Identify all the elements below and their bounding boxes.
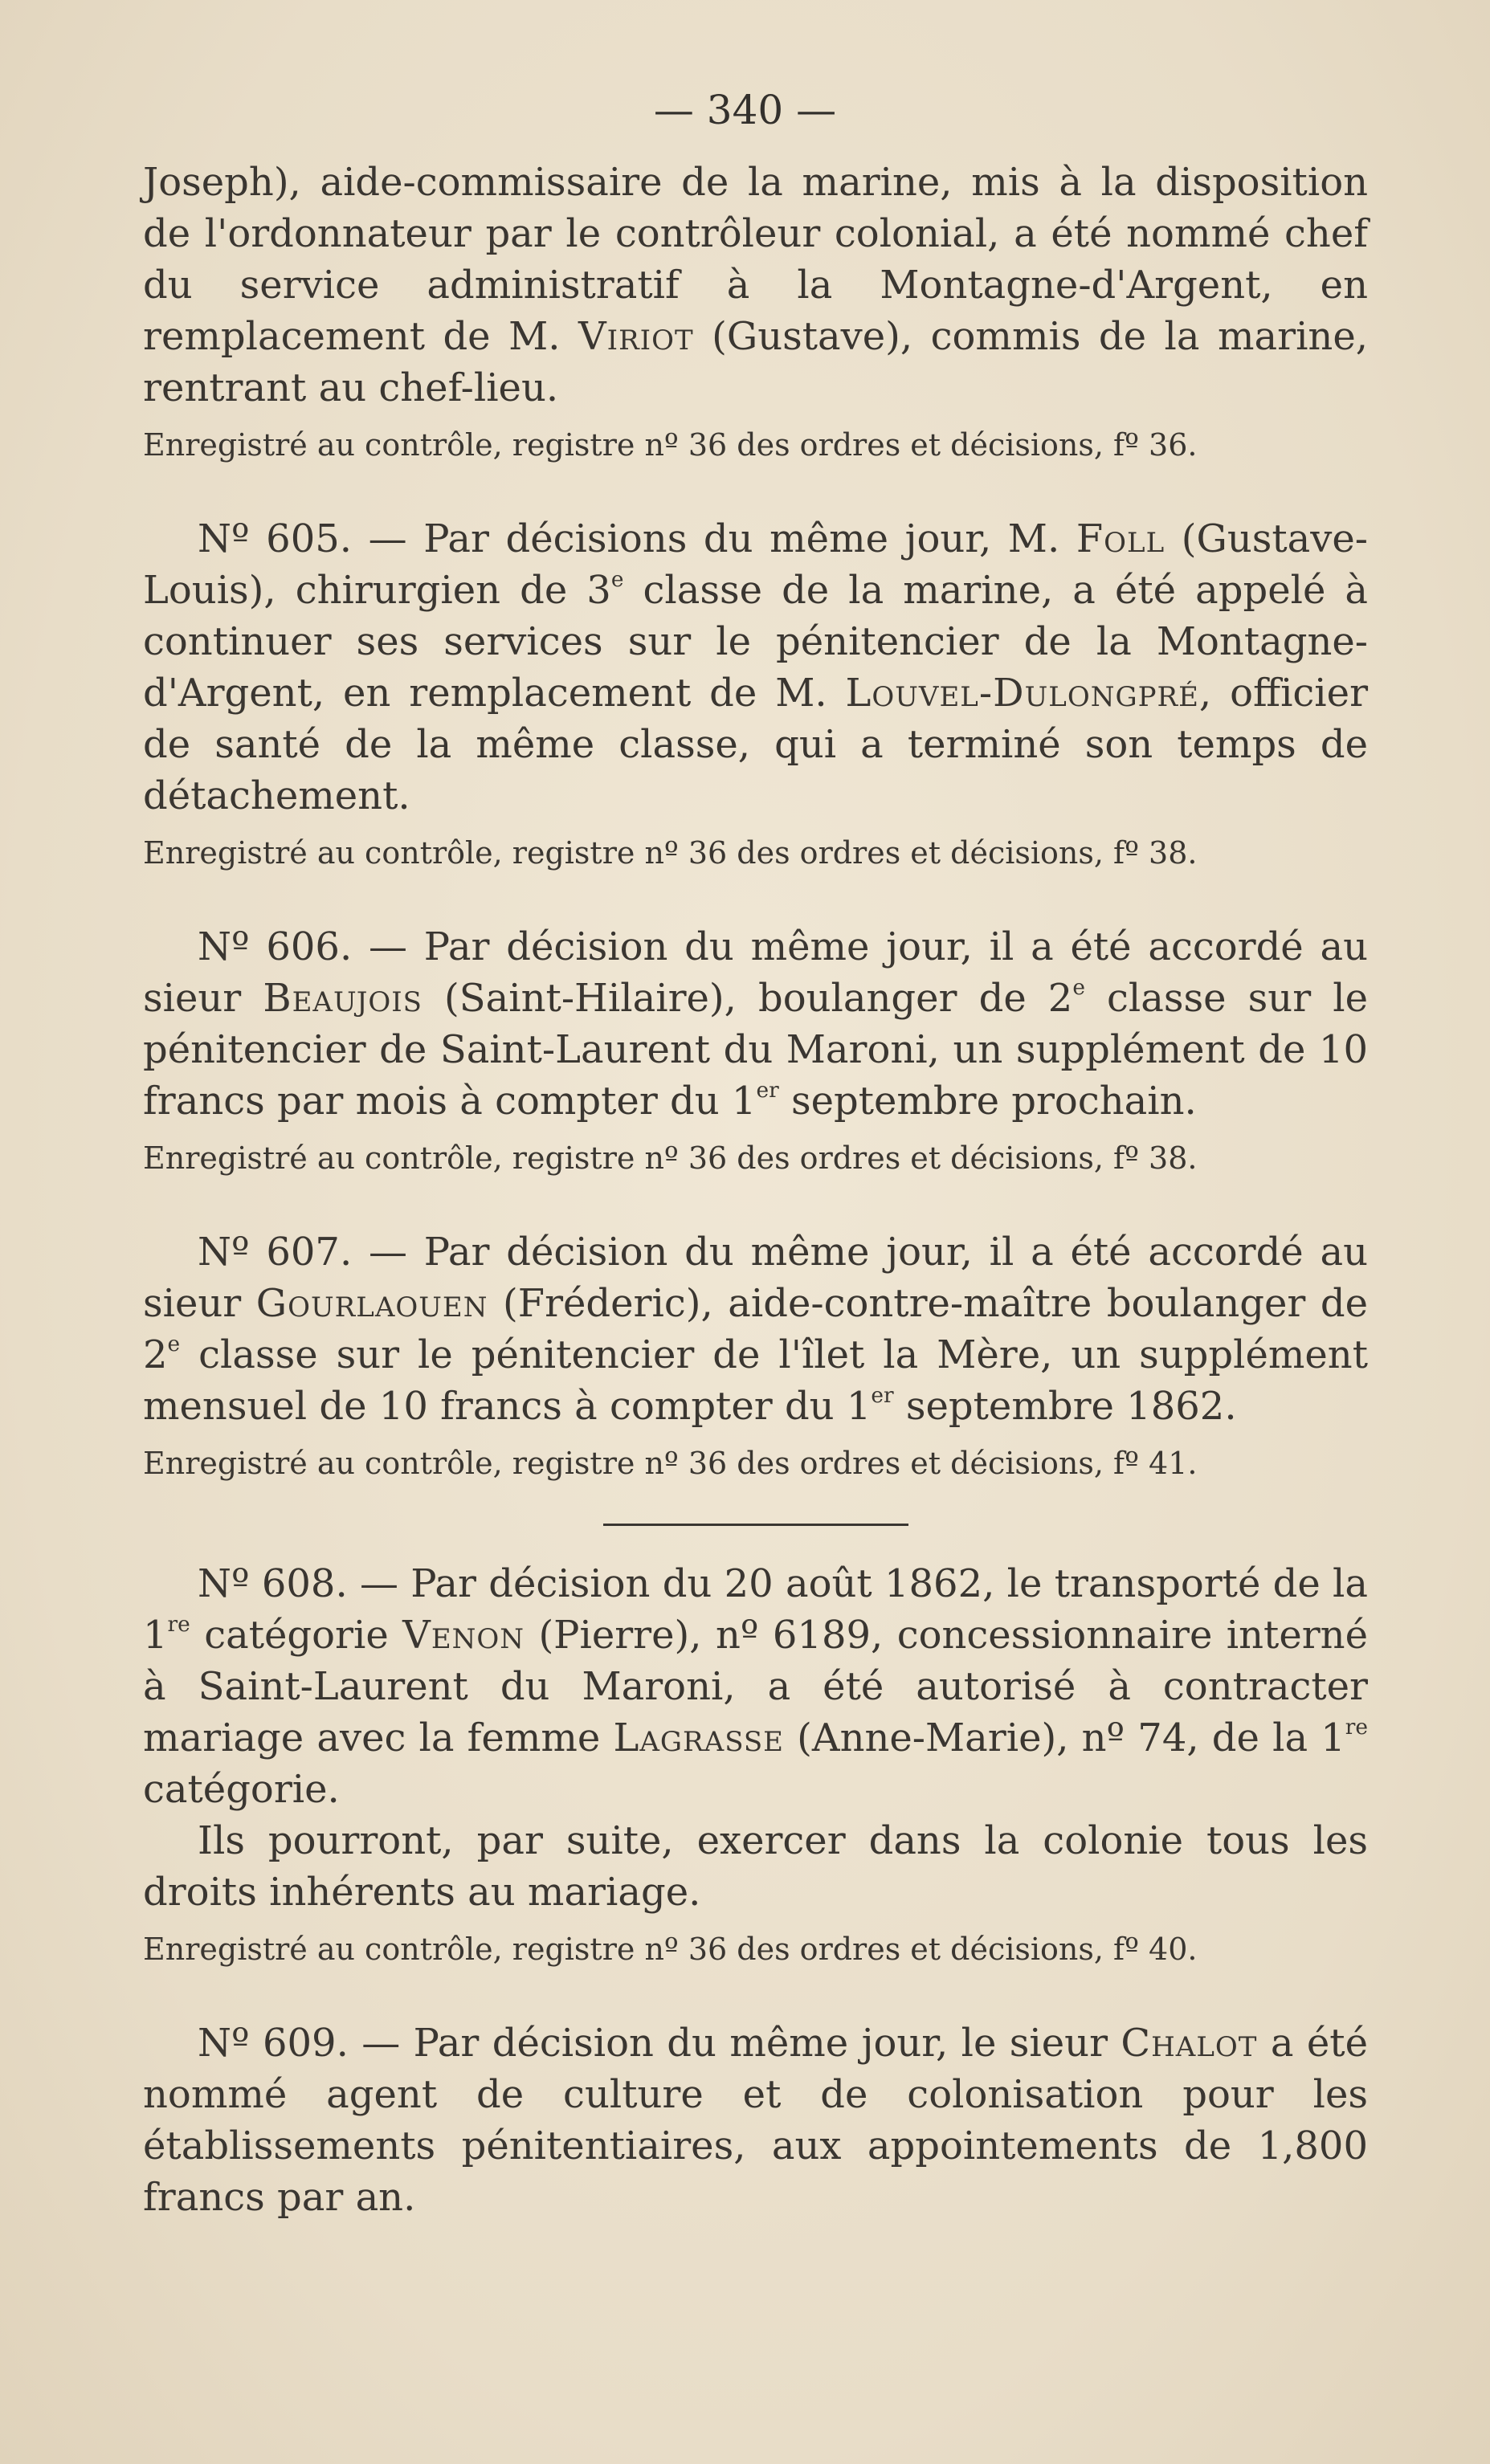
registration-note: Enregistré au contrôle, registre nº 36 des ordres et décisions, fº 38.: [143, 835, 1198, 871]
decision-number: Nº 608.: [198, 1561, 348, 1606]
registration-note: Enregistré au contrôle, registre nº 36 des ordres et décisions, fº 40.: [143, 1932, 1198, 1967]
person-name: Gourlaouen: [255, 1281, 488, 1326]
decision-number: Nº 606.: [198, 924, 353, 969]
person-name: Chalot: [1121, 2021, 1258, 2066]
intro-paragraph: Joseph), aide-commissaire de la marine, mis à la disposition de l'ordonnateur par le contrôleur colonial, a été nommé chef du service administratif à la Montagne-d'Argent, en remplacement de M. Viriot (Gustave), commis de la marine, rentrant au chef-lieu.: [143, 160, 1368, 410]
person-name: Viriot: [578, 314, 694, 359]
section-divider: [603, 1524, 908, 1526]
person-name: Louvel-Dulongpré: [845, 671, 1199, 716]
decision-608-paragraph-2: Ils pourront, par suite, exercer dans la colonie tous les droits inhérents au mariage.: [143, 1818, 1368, 1915]
registration-note: Enregistré au contrôle, registre nº 36 des ordres et décisions, fº 36.: [143, 427, 1198, 463]
page-body: [143, 157, 1368, 2223]
page-number: — 340 —: [653, 87, 837, 133]
decision-605: Nº 605. — Par décisions du même jour, M. Foll (Gustave-Louis), chirurgien de 3e classe de la marine, a été appelé à continuer ses services sur le pénitencier de la Montagne-d'Argent, en remplacement de M. Louvel-Dulongpré, officier de santé de la même classe, qui a terminé son temps de détachement.: [143, 516, 1369, 818]
decision-number: Nº 605.: [198, 516, 353, 561]
decision-number: Nº 609.: [198, 2021, 349, 2066]
decision-608: Nº 608. — Par décision du 20 août 1862, le transporté de la 1re catégorie Venon (Pierre), nº 6189, concessionnaire interné à Saint-Laurent du Maroni, a été autorisé à contracter mariage avec la femme Lagrasse (Anne-Marie), nº 74, de la 1re catégorie.: [143, 1561, 1369, 1812]
person-name: Beaujois: [263, 976, 423, 1021]
decision-607: Nº 607. — Par décision du même jour, il a été accordé au sieur Gourlaouen (Fréderic), aide-contre-maître boulanger de 2e classe sur le pénitencier de l'îlet la Mère, un supplément mensuel de 10 francs à compter du 1er septembre 1862.: [143, 1230, 1369, 1429]
person-name: Foll: [1076, 516, 1165, 561]
decision-number: Nº 607.: [198, 1230, 353, 1275]
person-name: Venon: [402, 1613, 525, 1658]
registration-note: Enregistré au contrôle, registre nº 36 des ordres et décisions, fº 41.: [143, 1446, 1198, 1481]
person-name: Lagrasse: [613, 1715, 785, 1760]
registration-note: Enregistré au contrôle, registre nº 36 des ordres et décisions, fº 38.: [143, 1140, 1198, 1176]
decision-606: Nº 606. — Par décision du même jour, il a été accordé au sieur Beaujois (Saint-Hilaire), boulanger de 2e classe sur le pénitencier de Saint-Laurent du Maroni, un supplément de 10 francs par mois à compter du 1er septembre prochain.: [143, 924, 1369, 1124]
decision-609: Nº 609. — Par décision du même jour, le sieur Chalot a été nommé agent de culture et de colonisation pour les établissements pénitentiaires, aux appointements de 1,800 francs par an.: [143, 2021, 1368, 2220]
